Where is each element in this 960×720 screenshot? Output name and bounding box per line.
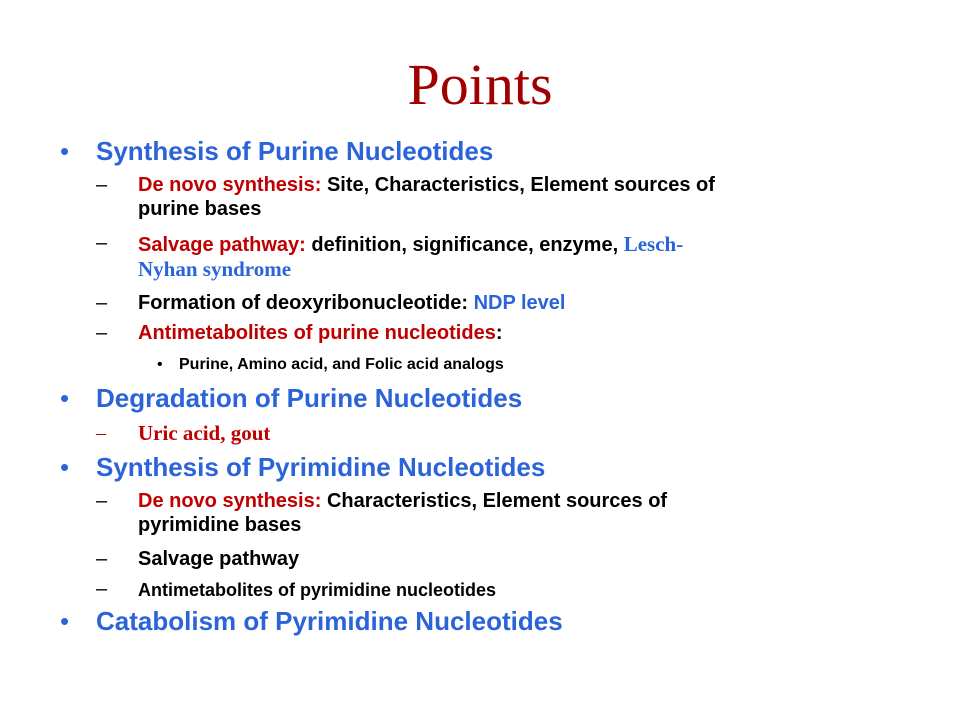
bullet-icon: • bbox=[60, 383, 70, 413]
item-salvage-pyrimidine: Salvage pathway bbox=[138, 548, 300, 570]
dash-icon: – bbox=[96, 322, 108, 344]
item-antimetabolites-purine bbox=[138, 322, 502, 345]
slide-title: Points bbox=[407, 52, 553, 117]
item-de-novo-pyrimidine bbox=[138, 490, 667, 513]
item-de-novo-purine bbox=[138, 174, 715, 197]
item-detail: NDP level bbox=[473, 292, 566, 314]
item-detail: Characteristics, Element sources of bbox=[321, 490, 668, 512]
dash-icon: – bbox=[96, 422, 106, 444]
bullet-icon: • bbox=[60, 606, 70, 636]
item-de-novo-pyrimidine-cont: pyrimidine bases bbox=[138, 514, 302, 536]
item-term: De novo synthesis: bbox=[138, 490, 322, 512]
item-detail: definition, significance, enzyme, bbox=[305, 234, 624, 256]
dash-icon: – bbox=[96, 578, 108, 600]
sub-item-analogs: Purine, Amino acid, and Folic acid analogs bbox=[179, 356, 504, 373]
item-uric-acid: Uric acid, gout bbox=[138, 421, 271, 445]
bullet-icon: • bbox=[60, 452, 70, 482]
item-detail: Site, Characteristics, Element sources of bbox=[321, 174, 715, 196]
dash-icon: – bbox=[96, 490, 108, 512]
dash-icon: – bbox=[96, 292, 108, 314]
dash-icon: – bbox=[96, 174, 108, 196]
item-colon: : bbox=[495, 322, 503, 344]
item-term: Formation of deoxyribonucleotide: bbox=[138, 292, 474, 314]
section-heading-purine-degradation: Degradation of Purine Nucleotides bbox=[96, 383, 523, 413]
section-heading-pyrimidine-catabolism: Catabolism of Pyrimidine Nucleotides bbox=[96, 606, 563, 636]
item-term: Salvage pathway: bbox=[138, 234, 306, 256]
item-deoxyribonucleotide bbox=[138, 292, 565, 315]
bullet-icon: • bbox=[157, 356, 163, 373]
item-salvage-purine-cont: Nyhan syndrome bbox=[138, 257, 292, 281]
item-antimetabolites-pyrimidine: Antimetabolites of pyrimidine nucleotides bbox=[138, 580, 497, 600]
item-term: Antimetabolites of purine nucleotides bbox=[138, 322, 496, 344]
dash-icon: – bbox=[96, 232, 108, 254]
item-link-text: Lesch- bbox=[623, 232, 684, 256]
dash-icon: – bbox=[96, 548, 108, 570]
bullet-icon: • bbox=[60, 136, 70, 166]
item-de-novo-purine-cont: purine bases bbox=[138, 198, 262, 220]
item-salvage-purine bbox=[138, 232, 683, 257]
section-heading-pyrimidine-synthesis: Synthesis of Pyrimidine Nucleotides bbox=[96, 452, 546, 482]
section-heading-purine-synthesis: Synthesis of Purine Nucleotides bbox=[96, 136, 494, 166]
item-term: De novo synthesis: bbox=[138, 174, 322, 196]
